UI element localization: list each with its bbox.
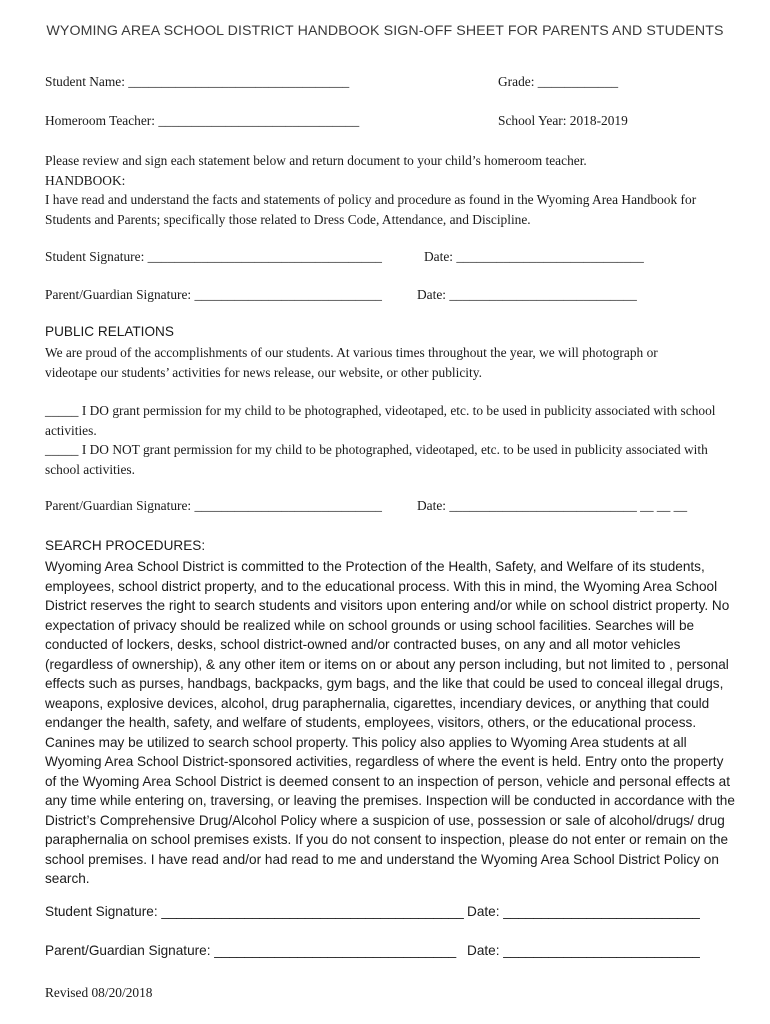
- deny-permission-option[interactable]: _____ I DO NOT grant permission for my child to be photographed, videotaped, etc. to be used in publicity associated with school activities.: [45, 442, 708, 477]
- handbook-parent-date-field[interactable]: Date: ____________________________: [417, 287, 637, 302]
- public-relations-intro: We are proud of the accomplishments of our students. At various times throughout the year, we will photograph or videotape our students’ activities for news release, our website, or other publicity.: [45, 345, 658, 380]
- public-relations-heading: PUBLIC RELATIONS: [45, 324, 174, 339]
- search-parent-signature-field[interactable]: Parent/Guardian Signature: ________________________________: [45, 943, 457, 958]
- handbook-parent-signature-field[interactable]: Parent/Guardian Signature: ____________________________: [45, 287, 382, 302]
- handbook-statement: I have read and understand the facts and statements of policy and procedure as found in the Wyoming Area Handbook for Students and Parents; specifically those related to Dress Code, Attendance, and Discipline.: [45, 192, 697, 227]
- grade-field[interactable]: Grade: ____________: [498, 74, 619, 89]
- search-parent-date-field[interactable]: Date: __________________________: [467, 943, 700, 958]
- page-title: WYOMING AREA SCHOOL DISTRICT HANDBOOK SIGN-OFF SHEET FOR PARENTS AND STUDENTS: [46, 23, 724, 39]
- search-student-date-field[interactable]: Date: __________________________: [467, 904, 700, 919]
- handbook-student-signature-field[interactable]: Student Signature: ___________________________________: [45, 249, 382, 264]
- homeroom-teacher-field[interactable]: Homeroom Teacher: ______________________________: [45, 113, 360, 128]
- permission-options: [45, 401, 735, 479]
- revised-date: Revised 08/20/2018: [45, 985, 153, 1000]
- handbook-heading: HANDBOOK:: [45, 172, 126, 188]
- student-name-field[interactable]: Student Name: _________________________________: [45, 74, 350, 89]
- instruction-text: Please review and sign each statement below and return document to your child’s homeroom teacher.: [45, 153, 587, 168]
- pr-parent-signature-field[interactable]: Parent/Guardian Signature: ____________________________: [45, 498, 382, 513]
- search-procedures-heading: SEARCH PROCEDURES:: [45, 538, 206, 553]
- handbook-student-date-field[interactable]: Date: ____________________________: [424, 249, 644, 264]
- pr-parent-date-field[interactable]: Date: ____________________________ __ __ __: [417, 498, 688, 513]
- handbook-section: [45, 151, 735, 229]
- search-student-signature-field[interactable]: Student Signature: ________________________________________: [45, 904, 464, 919]
- grant-permission-option[interactable]: _____ I DO grant permission for my child to be photographed, videotaped, etc. to be used in publicity associated with school activities.: [45, 403, 716, 438]
- school-year-label: School Year: 2018-2019: [498, 113, 628, 128]
- search-procedures-body: Wyoming Area School District is committed to the Protection of the Health, Safety, and Welfare of its students, employees, school district property, and to the educational process. With this in mind, the Wyoming Area School District reserves the right to search students and visitors upon entering and/or while on school district property. No expectation of privacy should be realized while on school grounds or using school facilities. Searches will be conducted of lockers, desks, school district-owned and/or contracted buses, on any and all motor vehicles (regardless of ownership), & any other item or items on or about any person including, but not limited to , personal effects such as purses, handbags, backpacks, gym bags, and the like that could be used to conceal illegal drugs, weapons, explosive devices, alcohol, drug paraphernalia, cigarettes, incendiary devices, or anything that could endanger the health, safety, and welfare of students, employees, visitors, others, or the educational process. Canines may be utilized to search school property. This policy also applies to Wyoming Area students at all Wyoming Area School District-sponsored activities, regardless of where the event is held. Entry onto the property of the Wyoming Area School District is deemed consent to an inspection of person, vehicle and personal effects at any time while entering on, traversing, or leaving the premises. Inspection will be conducted in accordance with the District’s Comprehensive Drug/Alcohol Policy where a suspicion of use, possession or sale of alcohol/drugs/ drug paraphernalia on school premises exists. If you do not consent to inspection, please do not enter or remain on the school premises. I have read and/or had read to me and understand the Wyoming Area School District Policy on search.: [45, 559, 735, 886]
